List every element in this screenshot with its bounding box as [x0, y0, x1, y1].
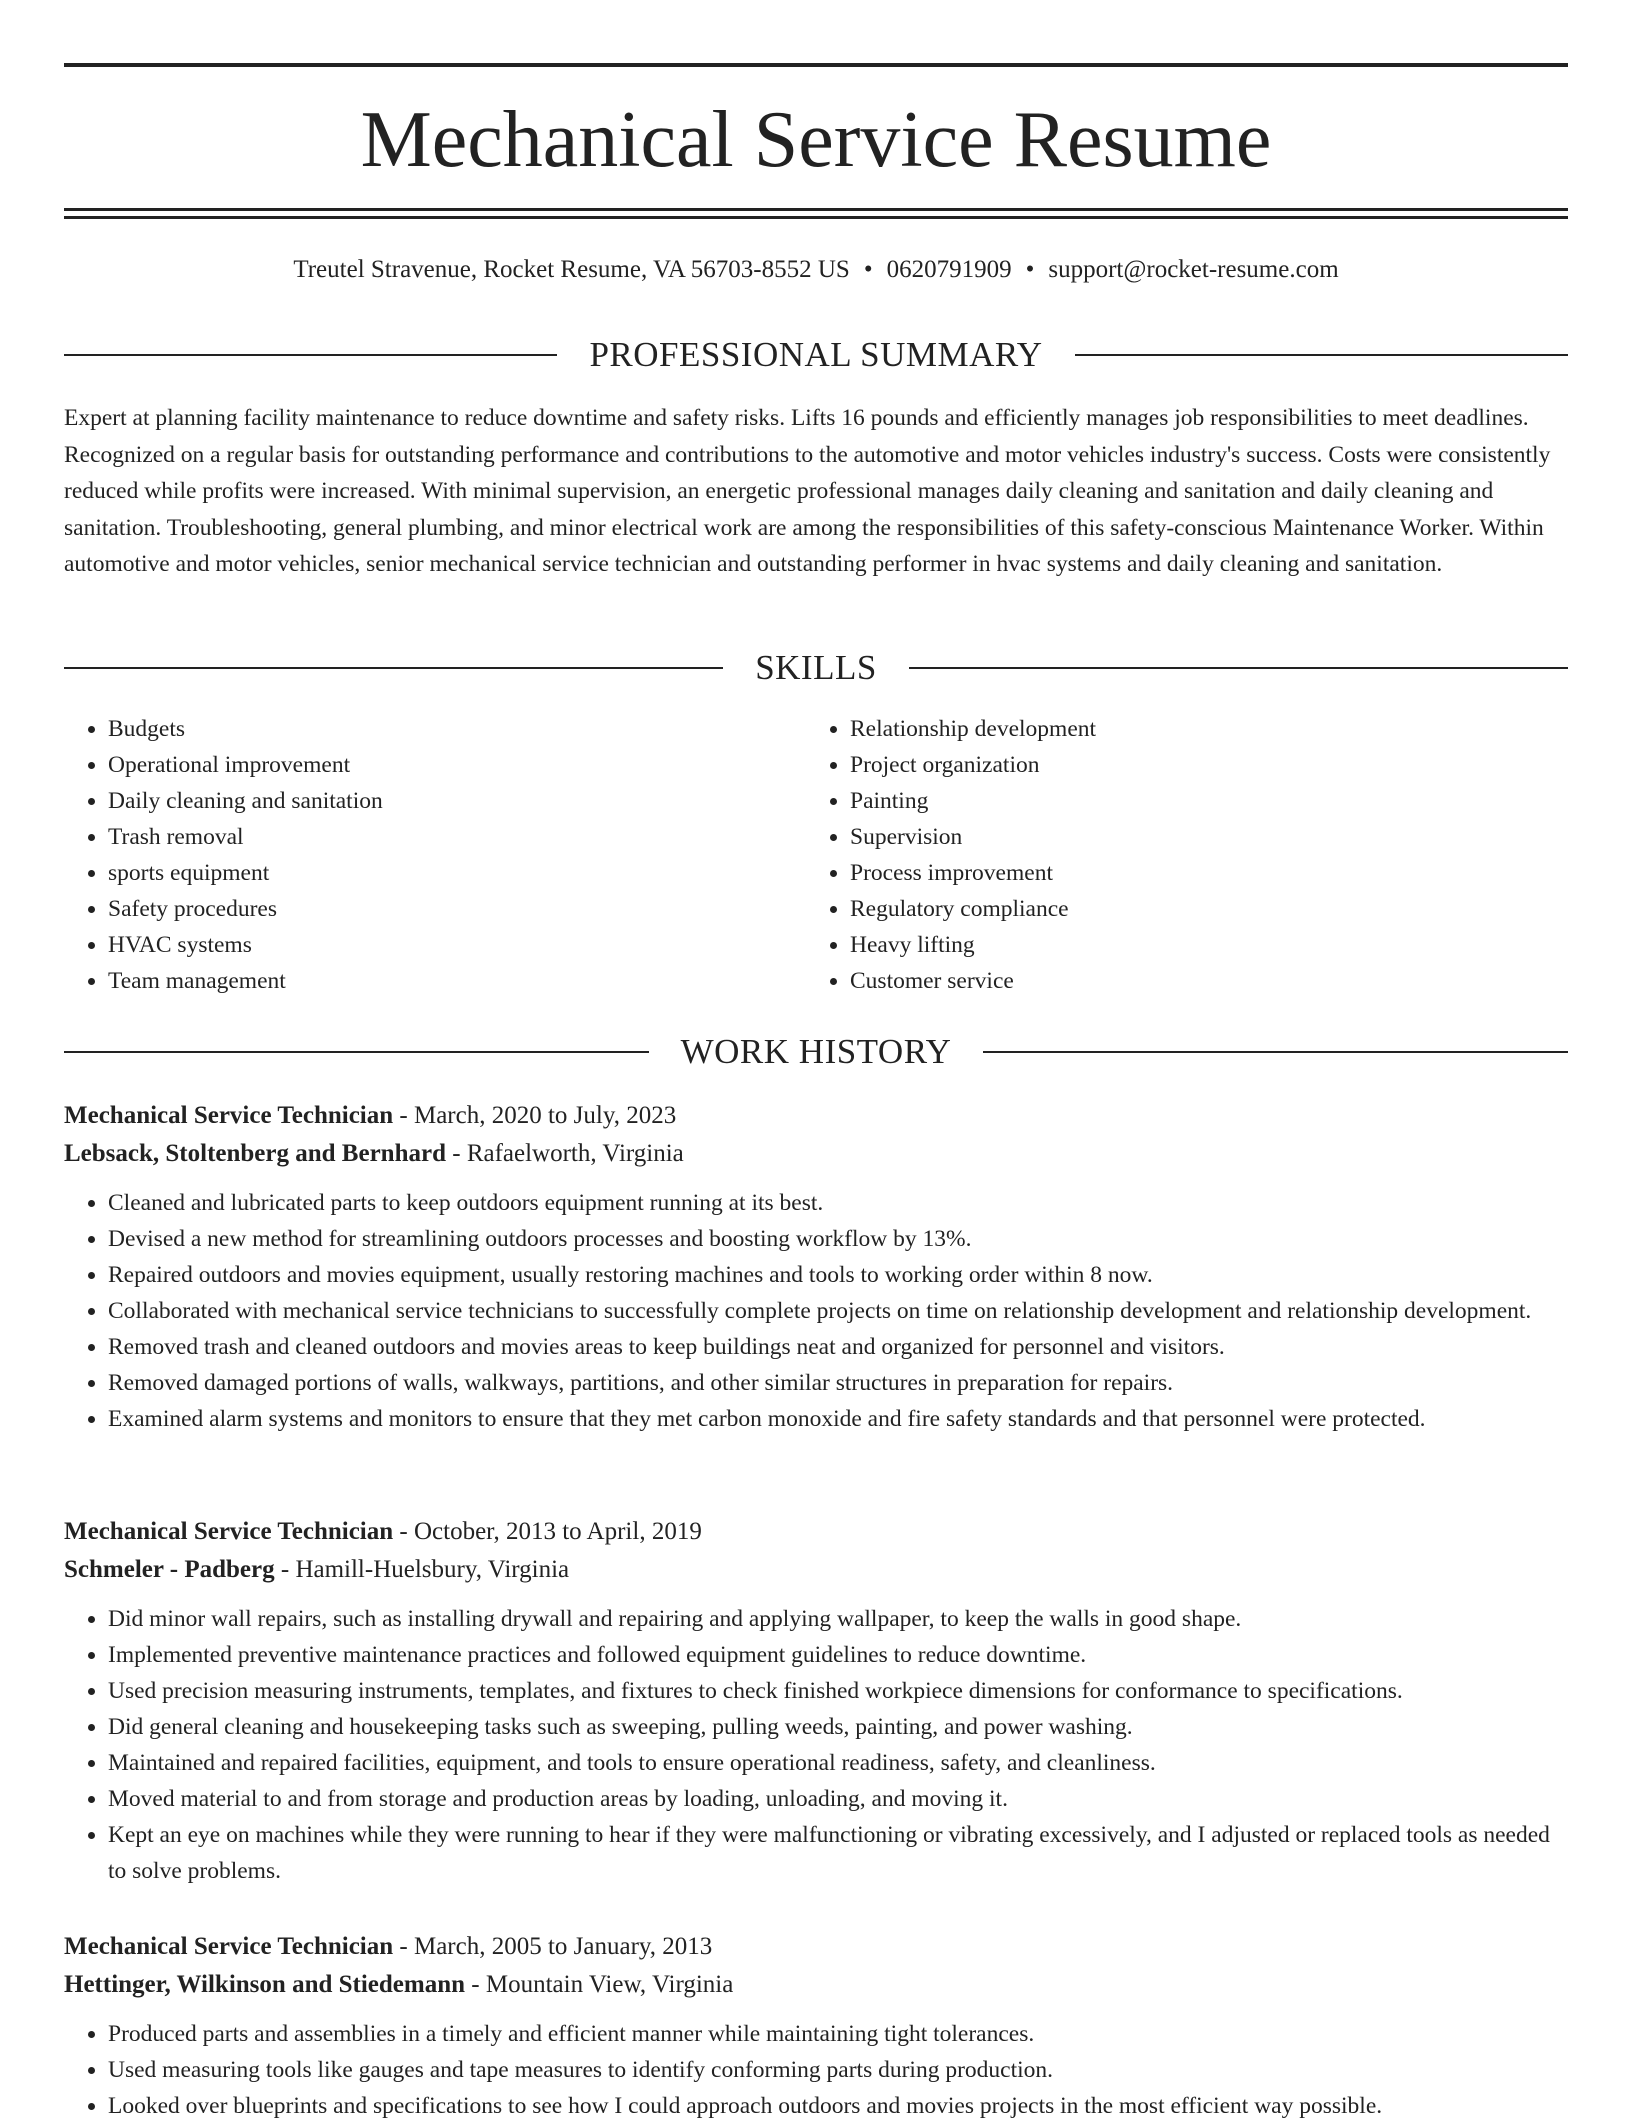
job-company: Lebsack, Stoltenberg and Bernhard	[64, 1140, 446, 1167]
job-title: Mechanical Service Technician	[64, 1518, 394, 1545]
skill-item: • Daily cleaning and sanitation	[108, 783, 806, 819]
skill-item: • Trash removal	[108, 819, 806, 855]
job-dates: October, 2013 to April, 2019	[413, 1518, 702, 1545]
job-location: Rafaelworth, Virginia	[466, 1140, 684, 1167]
contact-separator: •	[1025, 256, 1035, 283]
skill-item: • Project organization	[850, 747, 1568, 783]
job-title: Mechanical Service Technician	[64, 1102, 394, 1129]
skills-list	[64, 711, 1568, 999]
contact-phone: 0620791909	[886, 256, 1012, 283]
skill-item: • Operational improvement	[108, 747, 806, 783]
job-title: Mechanical Service Technician	[64, 1933, 394, 1960]
skill-item: • Process improvement	[850, 855, 1568, 891]
job-bullet: • Removed trash and cleaned outdoors and movies areas to keep buildings neat and organized for personnel and visitors.	[108, 1329, 1568, 1365]
skill-item: • sports equipment	[108, 855, 806, 891]
section-rule-right	[983, 1051, 1568, 1053]
section-rule-left	[64, 667, 723, 669]
job-company: Schmeler - Padberg	[64, 1556, 275, 1583]
job-bullet: • Examined alarm systems and monitors to ensure that they met carbon monoxide and fire safety standards and that personnel were protected.	[108, 1401, 1568, 1437]
job-entry	[64, 1928, 1568, 2124]
job-bullet: • Did minor wall repairs, such as installing drywall and repairing and applying wallpaper, to keep the walls in good shape.	[108, 1601, 1568, 1637]
skill-item: • Safety procedures	[108, 891, 806, 927]
section-title-work-history: WORK HISTORY	[680, 1032, 952, 1071]
job-bullet: • Did general cleaning and housekeeping tasks such as sweeping, pulling weeds, painting, and power washing.	[108, 1709, 1568, 1745]
top-rule	[64, 63, 1568, 67]
job-bullets	[64, 1601, 1568, 1889]
job-bullet: • Used precision measuring instruments, templates, and fixtures to check finished workpiece dimensions for conformance to specifications.	[108, 1673, 1568, 1709]
skill-item: • Painting	[850, 783, 1568, 819]
summary-text: Expert at planning facility maintenance to reduce downtime and safety risks. Lifts 16 pounds and efficiently manages job responsibilities to meet deadlines. Recognized on a regular basis for outstanding performance and contributions to the automotive and motor vehicles industry's success. Costs were consistently reduced while profits were increased. With minimal supervision, an energetic professional manages daily cleaning and sanitation and daily cleaning and sanitation. Troubleshooting, general plumbing, and minor electrical work are among the responsibilities of this safety-conscious Maintenance Worker. Within automotive and motor vehicles, senior mechanical service technician and outstanding performer in hvac systems and daily cleaning and sanitation.	[64, 405, 1551, 577]
title-rule-lower	[64, 216, 1568, 219]
skill-item: • HVAC systems	[108, 927, 806, 963]
contact-line	[64, 253, 1568, 287]
job-title-line: Mechanical Service Technician - March, 2020 to July, 2023	[64, 1102, 677, 1129]
skill-item: • Regulatory compliance	[850, 891, 1568, 927]
skill-item: • Budgets	[108, 711, 806, 747]
job-bullet: • Maintained and repaired facilities, equipment, and tools to ensure operational readiness, safety, and cleanliness.	[108, 1745, 1568, 1781]
job-title-line: Mechanical Service Technician - October, 2013 to April, 2019	[64, 1518, 702, 1545]
skill-item: • Heavy lifting	[850, 927, 1568, 963]
section-header-summary	[64, 333, 1568, 377]
skills-column-left	[64, 711, 806, 999]
job-bullet: • Cleaned and lubricated parts to keep outdoors equipment running at its best.	[108, 1185, 1568, 1221]
section-rule-right	[909, 667, 1568, 669]
section-header-work-history	[64, 1030, 1568, 1074]
job-entry	[64, 1513, 1568, 1889]
job-company: Hettinger, Wilkinson and Stiedemann	[64, 1971, 466, 1998]
section-rule-left	[64, 1051, 649, 1053]
job-bullet: • Removed damaged portions of walls, walkways, partitions, and other similar structures in preparation for repairs.	[108, 1365, 1568, 1401]
job-title-line: Mechanical Service Technician - March, 2005 to January, 2013	[64, 1933, 713, 1960]
job-bullet: • Devised a new method for streamlining outdoors processes and boosting workflow by 13%.	[108, 1221, 1568, 1257]
skill-item: • Relationship development	[850, 711, 1568, 747]
job-location: Hamill-Huelsbury, Virginia	[295, 1556, 570, 1583]
job-location: Mountain View, Virginia	[485, 1971, 734, 1998]
section-title-summary: PROFESSIONAL SUMMARY	[589, 335, 1043, 374]
contact-separator: •	[863, 256, 873, 283]
job-dates: March, 2020 to July, 2023	[413, 1102, 677, 1129]
job-bullet: • Repaired outdoors and movies equipment, usually restoring machines and tools to working order within 8 now.	[108, 1257, 1568, 1293]
section-title-skills: SKILLS	[755, 648, 877, 687]
skills-column-right	[806, 711, 1568, 999]
job-company-line: Schmeler - Padberg - Hamill-Huelsbury, Virginia	[64, 1556, 570, 1583]
contact-address: Treutel Stravenue, Rocket Resume, VA 56703-8552 US	[293, 256, 850, 283]
job-company-line: Hettinger, Wilkinson and Stiedemann - Mountain View, Virginia	[64, 1971, 734, 1998]
skill-item: • Supervision	[850, 819, 1568, 855]
title-rule-upper	[64, 208, 1568, 211]
skill-item: • Team management	[108, 963, 806, 999]
job-bullet: • Kept an eye on machines while they were running to hear if they were malfunctioning or vibrating excessively, and I adjusted or replaced tools as needed to solve problems.	[108, 1817, 1568, 1889]
resume-title: Mechanical Service Resume	[360, 96, 1272, 184]
contact-email: support@rocket-resume.com	[1048, 256, 1339, 283]
job-entry	[64, 1097, 1568, 1437]
job-bullet: • Collaborated with mechanical service technicians to successfully complete projects on time on relationship development and relationship development.	[108, 1293, 1568, 1329]
skill-item: • Customer service	[850, 963, 1568, 999]
job-bullet: • Looked over blueprints and specifications to see how I could approach outdoors and movies projects in the most efficient way possible.	[108, 2088, 1568, 2124]
section-rule-left	[64, 354, 557, 356]
job-bullet: • Moved material to and from storage and production areas by loading, unloading, and moving it.	[108, 1781, 1568, 1817]
job-bullet: • Implemented preventive maintenance practices and followed equipment guidelines to reduce downtime.	[108, 1637, 1568, 1673]
job-bullet: • Produced parts and assemblies in a timely and efficient manner while maintaining tight tolerances.	[108, 2016, 1568, 2052]
section-header-skills	[64, 646, 1568, 690]
job-dates: March, 2005 to January, 2013	[413, 1933, 713, 1960]
job-company-line: Lebsack, Stoltenberg and Bernhard - Rafaelworth, Virginia	[64, 1140, 684, 1167]
section-rule-right	[1075, 354, 1568, 356]
job-bullet: • Used measuring tools like gauges and tape measures to identify conforming parts during production.	[108, 2052, 1568, 2088]
job-bullets	[64, 2016, 1568, 2124]
job-bullets	[64, 1185, 1568, 1437]
